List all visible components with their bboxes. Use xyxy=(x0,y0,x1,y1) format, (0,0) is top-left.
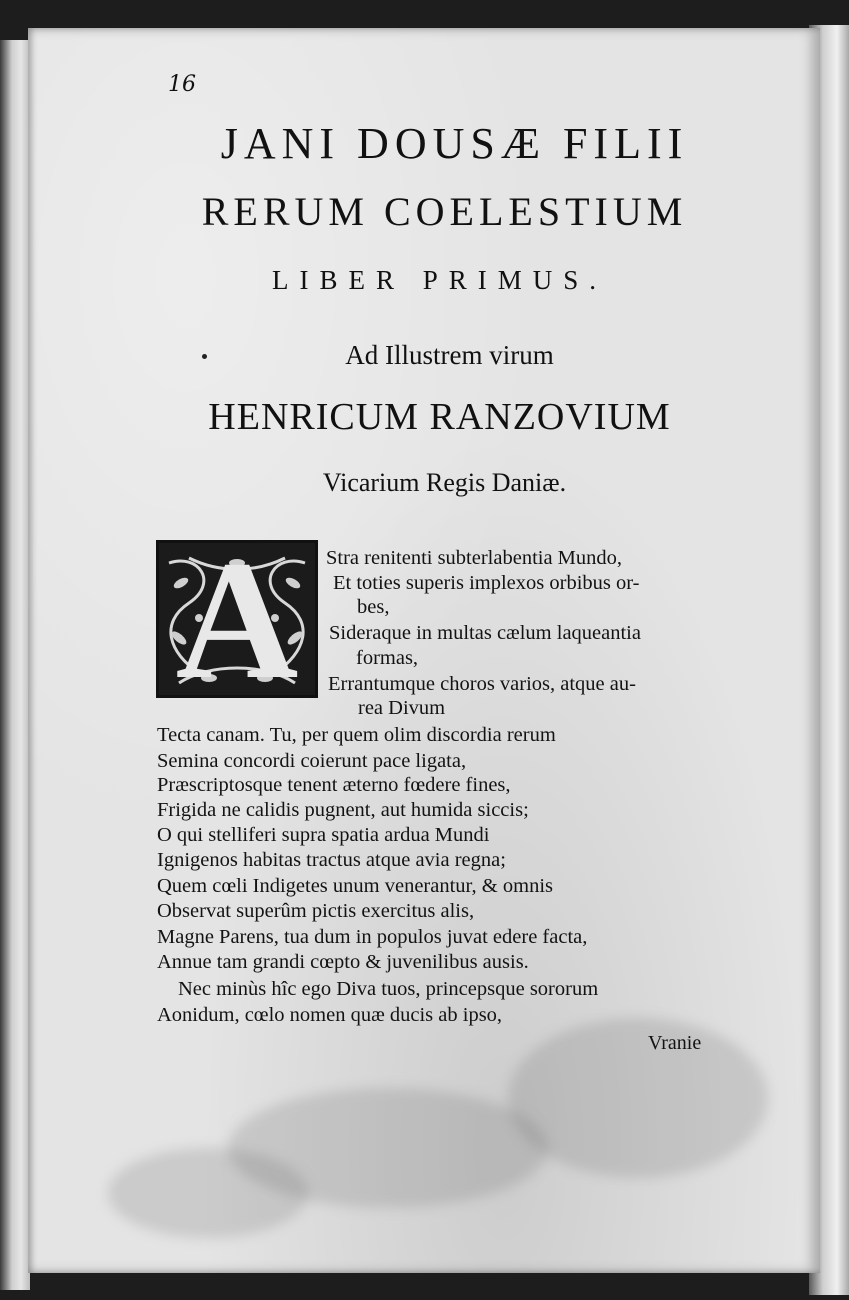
verse-line: Observat superûm pictis exercitus alis, xyxy=(157,900,475,922)
verse-line: Tecta canam. Tu, per quem olim discordia rerum xyxy=(157,724,556,746)
verse-line: Præscriptosque tenent æterno fœdere fines, xyxy=(157,774,511,796)
dedication-line-1: Ad Illustrem virum xyxy=(345,340,554,370)
decorated-initial xyxy=(156,540,318,698)
verse-line: rea Divum xyxy=(358,697,446,719)
verse-line: Frigida ne calidis pugnent, aut humida siccis; xyxy=(157,799,529,821)
verse-line: O qui stelliferi supra spatia ardua Mundi xyxy=(157,824,490,846)
verse-line: Quem cœli Indigetes unum venerantur, & omnis xyxy=(157,875,553,897)
heading-line-1: JANI DOUSÆ FILII xyxy=(220,119,689,168)
verse-line: bes, xyxy=(357,596,390,618)
verse-line: Et toties superis implexos orbibus or- xyxy=(333,572,640,594)
verse-line: Stra renitenti subterlabentia Mundo, xyxy=(326,547,623,569)
verse-line: Semina concordi coierunt pace ligata, xyxy=(157,750,467,772)
water-stain xyxy=(508,1018,768,1178)
verse-line: Aonidum, cœlo nomen quæ ducis ab ipso, xyxy=(157,1004,503,1026)
verse-line: formas, xyxy=(356,647,419,669)
verse-line: Annue tam grandi cœpto & juvenilibus ausis. xyxy=(157,951,529,973)
water-stain xyxy=(108,1148,308,1238)
heading-line-3: LIBER PRIMUS. xyxy=(271,265,608,295)
heading-line-2: RERUM COELESTIUM xyxy=(201,189,688,234)
dedication-line-3: Vicarium Regis Daniæ. xyxy=(322,468,567,497)
page-number: 16 xyxy=(168,72,196,97)
initial-letter: A xyxy=(175,540,299,698)
verse-line: Ignigenos habitas tractus atque avia regna; xyxy=(157,849,506,871)
catchword: Vranie xyxy=(648,1032,702,1054)
dedication-line-2: HENRICUM RANZOVIUM xyxy=(208,396,671,438)
verse-line: Errantumque choros varios, atque au- xyxy=(328,673,636,695)
verse-line: Magne Parens, tua dum in populos juvat edere facta, xyxy=(157,926,588,948)
verse-line: Nec minùs hîc ego Diva tuos, princepsque sororum xyxy=(178,978,599,1000)
verse-line: Sideraque in multas cælum laqueantia xyxy=(329,622,641,644)
